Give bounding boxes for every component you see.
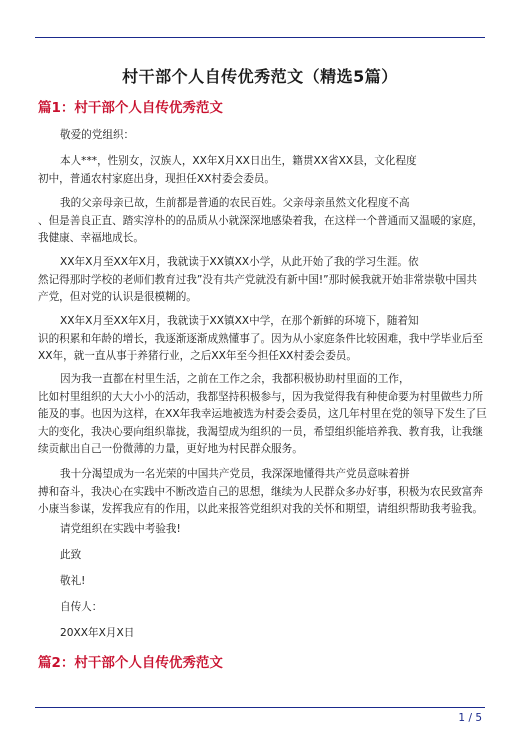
paragraph-2 <box>38 195 484 248</box>
bottom-rule <box>35 707 485 708</box>
paragraph-5 <box>38 371 487 459</box>
paragraph-1-line-1: 本人***，性别女，汉族人，XX年X月XX日出生，籍贯XX省XX县，文化程度 <box>60 155 417 167</box>
jing-li: 敬礼! <box>60 575 86 587</box>
paragraph-5-line-3: 能及的事。也因为这样，在XX年我幸运地被选为村委会委员，这几年村里在党的领导下发生了巨 <box>38 408 487 420</box>
paragraph-5-line-2: 比如村里组织的大大小小的活动，我都坚持积极参与，因为我觉得我有种使命要为村里做些力所 <box>38 390 483 403</box>
paragraph-2-line-2: 、但是善良正直、踏实淳朴的的品质从小就深深地感染着我，在这样一个普通而又温暖的家庭， <box>38 214 483 227</box>
paragraph-6-line-3: 小康当参谋，发挥我应有的作用，以此来报答党组织对我的关怀和期望，请组织帮助我考验我。 <box>38 503 483 515</box>
section-heading-2: 篇2：村干部个人自传优秀范文 <box>38 655 223 671</box>
section-heading-1: 篇1：村干部个人自传优秀范文 <box>38 100 223 116</box>
paragraph-3-line-1: XX年X月至XX年X月，我就读于XX镇XX小学，从此开始了我的学习生涯。依 <box>60 256 419 268</box>
date: 20XX年X月X日 <box>60 627 135 639</box>
paragraph-4 <box>38 313 484 366</box>
ci-zhi: 此致 <box>60 549 82 561</box>
paragraph-6-line-2: 搏和奋斗，我决心在实践中不断改造自己的思想，继续为人民群众多办好事，积极为农民致富奔 <box>38 485 483 498</box>
paragraph-2-line-3: 我健康、幸福地成长。 <box>38 232 144 244</box>
paragraph-1-line-2: 初中，普通农村家庭出身，现担任XX村委会委员。 <box>38 172 275 185</box>
paragraph-6 <box>38 466 484 519</box>
paragraph-6-line-1: 我十分渴望成为一名光荣的中国共产党员，我深深地懂得共产党员意味着拼 <box>60 468 410 480</box>
paragraph-1 <box>38 153 484 188</box>
paragraph-5-line-4: 大的变化，我决心要向组织靠拢，我渴望成为组织的一员，希望组织能培养我、教育我，让我继 <box>38 425 483 438</box>
paragraph-4-line-2: 识的积累和年龄的增长，我逐渐逐渐成熟懂事了。因为从小家庭条件比较困难，我中学毕业后至 <box>38 332 483 345</box>
closing-request: 请党组织在实践中考验我! <box>60 523 181 535</box>
paragraph-5-line-1: 因为我一直都在村里生活，之前在工作之余，我都积极协助村里面的工作， <box>60 373 410 385</box>
paragraph-5-line-5: 续贡献出自己一份微薄的力量，更好地为村民群众服务。 <box>38 443 303 455</box>
paragraph-3-line-2: 然记得那时学校的老师们教育过我”没有共产党就没有新中国!”那时候我就开始非常崇敬中国共 <box>38 273 477 286</box>
signer-label: 自传人： <box>60 601 103 613</box>
greeting: 敬爱的党组织： <box>60 129 135 141</box>
paragraph-2-line-1: 我的父亲母亲已故，生前都是普通的农民百姓。父亲母亲虽然文化程度不高 <box>60 197 410 209</box>
paragraph-3-line-3: 产党，但对党的认识是很模糊的。 <box>38 291 197 303</box>
top-rule <box>35 37 485 38</box>
paragraph-4-line-3: XX年，就一直从事于养猪行业，之后XX年至今担任XX村委会委员。 <box>38 350 357 362</box>
page-number: 1 / 5 <box>458 712 482 724</box>
paragraph-4-line-1: XX年X月至XX年X月，我就读于XX镇XX中学，在那个新鲜的环境下，随着知 <box>60 315 419 327</box>
paragraph-3 <box>38 254 484 307</box>
page-title: 村干部个人自传优秀范文（精选5篇） <box>122 67 398 86</box>
